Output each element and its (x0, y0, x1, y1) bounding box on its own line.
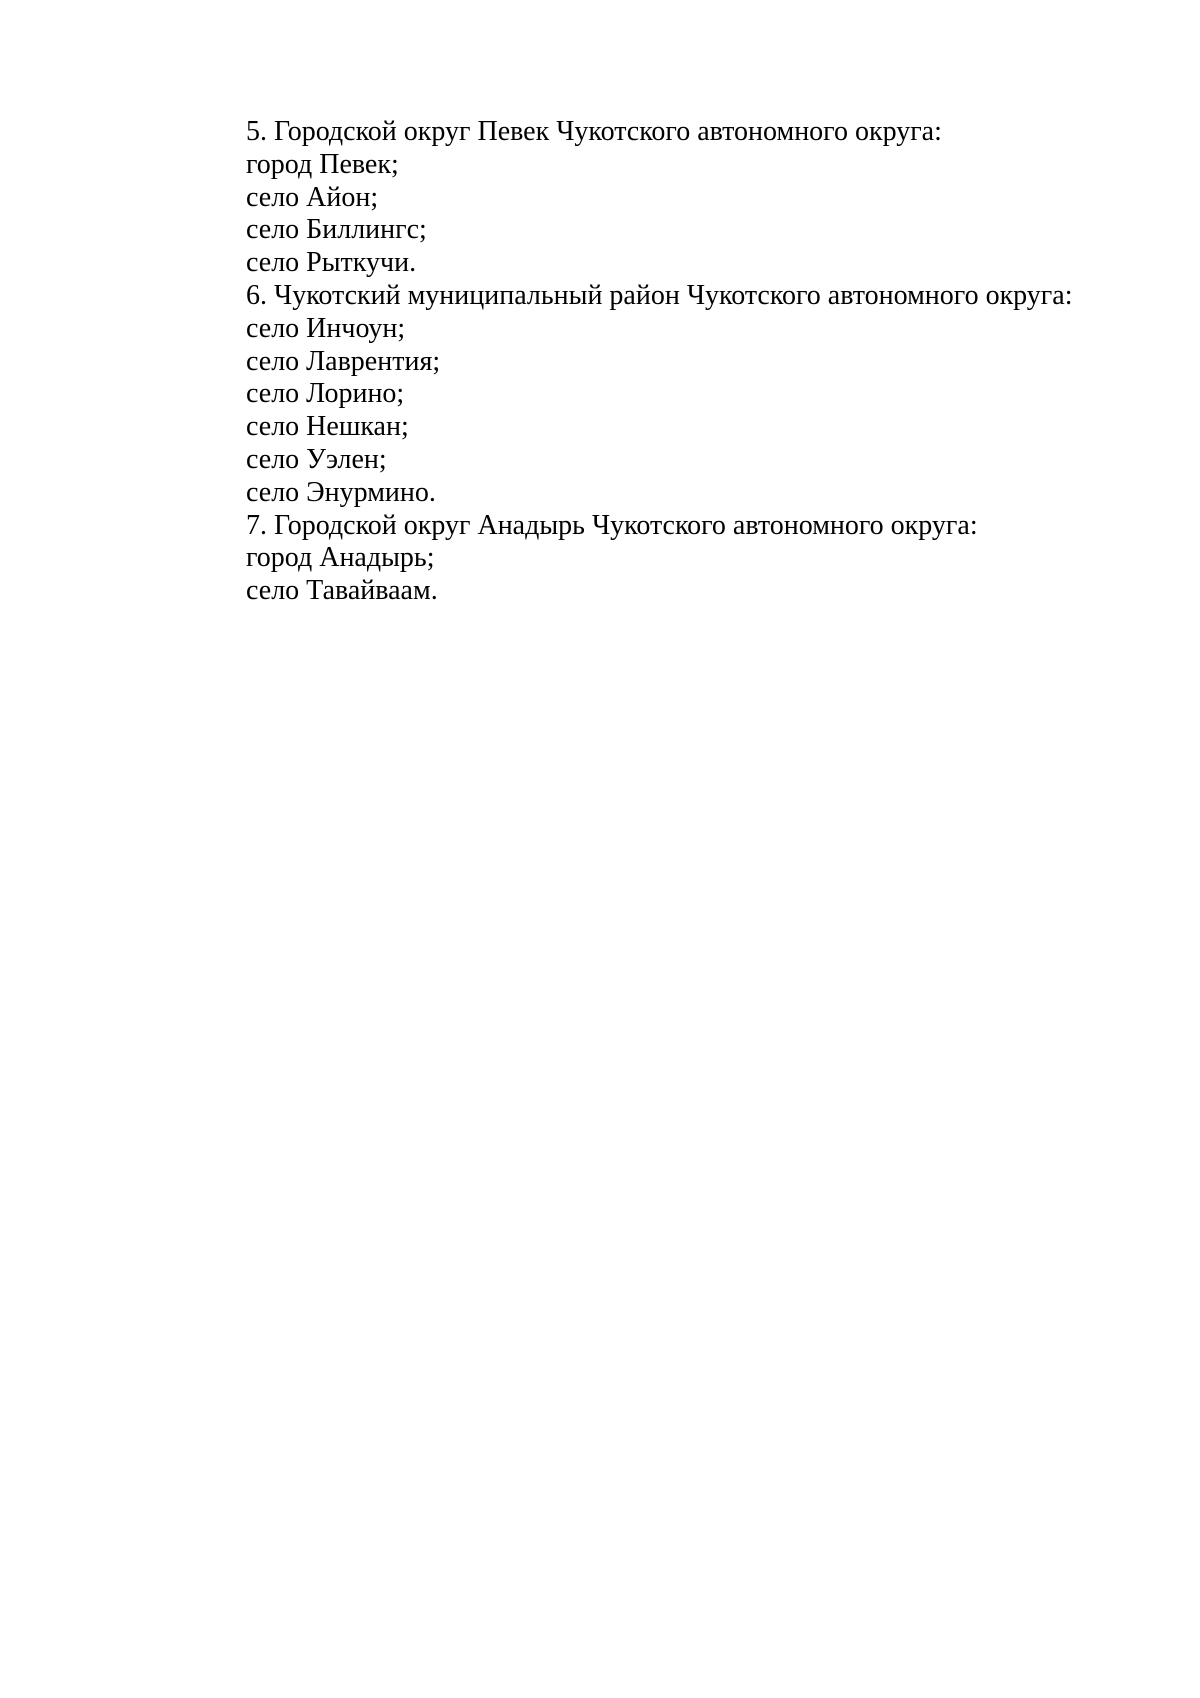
list-item: село Уэлен; (246, 443, 387, 475)
list-item: город Певек; (246, 148, 399, 180)
list-item: село Биллингс; (246, 214, 427, 246)
section-heading-chukotsky: 6. Чукотский муниципальный район Чукотского автономного округа: (246, 279, 1073, 311)
list-item: село Нешкан; (246, 411, 409, 443)
list-item: село Рыткучи. (246, 247, 417, 279)
section-heading-anadyr: 7. Городской округ Анадырь Чукотского автономного округа: (246, 509, 978, 541)
list-item: город Анадырь; (246, 542, 435, 574)
list-item: село Тавайваам. (246, 575, 438, 607)
list-item: село Лаврентия; (246, 345, 441, 377)
list-item: село Энурмино. (246, 476, 436, 508)
list-item: село Айон; (246, 181, 379, 213)
list-item: село Инчоун; (246, 312, 406, 344)
document-body (246, 116, 1146, 608)
list-item: село Лорино; (246, 378, 405, 410)
section-heading-pevek: 5. Городской округ Певек Чукотского автономного округа: (246, 116, 942, 147)
